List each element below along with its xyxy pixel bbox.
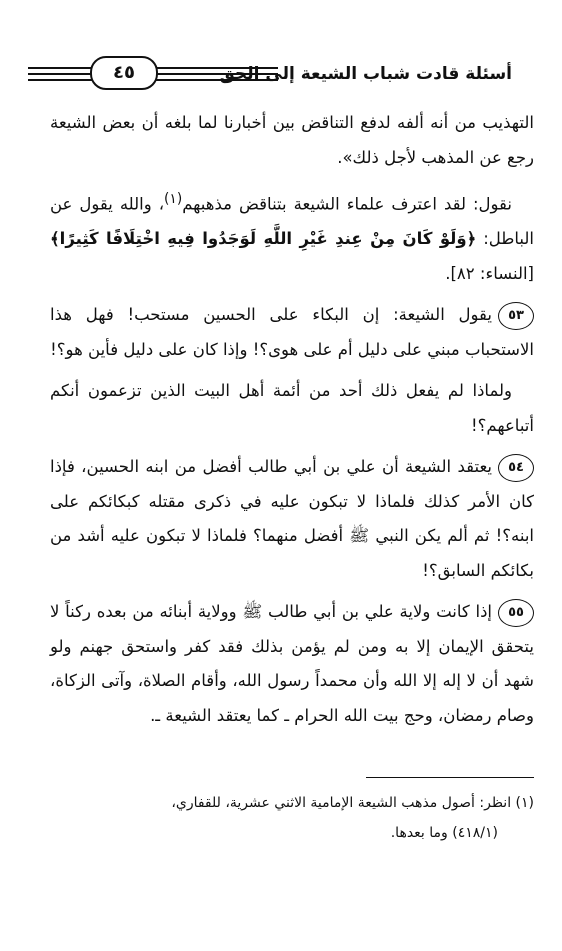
text-line: بعض الشيعة رجع عن المذهب لأجل ذلك».: [50, 113, 534, 167]
footnote-separator: [366, 777, 534, 778]
question-number-badge: ٥٣: [498, 302, 534, 330]
question-54: [50, 450, 534, 588]
page-header: [28, 50, 512, 94]
paragraph: [50, 106, 534, 175]
question-text: إذا كانت ولاية علي بن أبي طالب ﷺ وولاية أبنائه من بعده ركناً لا يتحقق الإيمان إلا به ومن لم يؤمن بذلك فقد كفر واستحق جهنم ولو شهد أن لا إله إلا الله وأن محمداً رسول الله، وأقام الصلاة، وآتى الزكاة، وصام رمضان، وحج بيت الله الحرام ـ كما يعتقد الشيعة ـ.: [50, 602, 534, 725]
question-text: يقول الشيعة: إن البكاء على الحسين مستحب! فهل هذا الاستحباب مبني على دليل أم على هوى؟! وإذا كان على دليل فأين هو؟!: [50, 305, 534, 359]
question-55: [50, 595, 534, 733]
page-number: ٤٥: [90, 56, 158, 90]
footnote-marker: (١): [164, 191, 183, 207]
body-text: [50, 106, 534, 740]
footnote: [50, 788, 534, 848]
footnote-line: (٤١٨/١) وما بعدها.: [390, 825, 498, 841]
verse-reference: [النساء: ٨٢].: [445, 263, 534, 283]
footnote-line: (١) انظر: أصول مذهب الشيعة الإمامية الاثني عشرية، للقفاري،: [171, 795, 534, 811]
question-number-badge: ٥٥: [498, 599, 534, 627]
paragraph-text: ، والله يقول عن الباطل:: [50, 194, 534, 248]
paragraph-text: نقول: لقد اعترف علماء الشيعة بتناقض مذهبهم: [182, 194, 512, 214]
question-number-badge: ٥٤: [498, 454, 534, 482]
paragraph: [50, 182, 534, 291]
paragraph: [50, 374, 534, 443]
quran-verse: ﴿وَلَوْ كَانَ مِنْ عِندِ غَيْرِ اللَّهِ لَوَجَدُوا فِيهِ اخْتِلَافًا كَثِيرًا﴾: [50, 229, 477, 248]
question-53: [50, 298, 534, 367]
text-line: التهذيب من أنه ألفه لدفع التناقض بين أخبارنا لما بلغه أن: [141, 113, 535, 132]
question-text: يعتقد الشيعة أن علي بن أبي طالب أفضل من ابنه الحسين، فإذا كان الأمر كذلك فلماذا لا تبكون عليه في ذكرى مقتله كبكائكم على ابنه؟! ثم ألم يكن النبي ﷺ أفضل منهما؟ فلماذا لا تبكون عليه أشد من بكائكم السابق؟!: [50, 457, 534, 580]
paragraph-text: ولماذا لم يفعل ذلك أحد من أئمة أهل البيت الذين تزعمون أنكم أتباعهم؟!: [50, 381, 534, 435]
running-title: أسئلة قادت شباب الشيعة إلى الحق: [219, 64, 512, 84]
